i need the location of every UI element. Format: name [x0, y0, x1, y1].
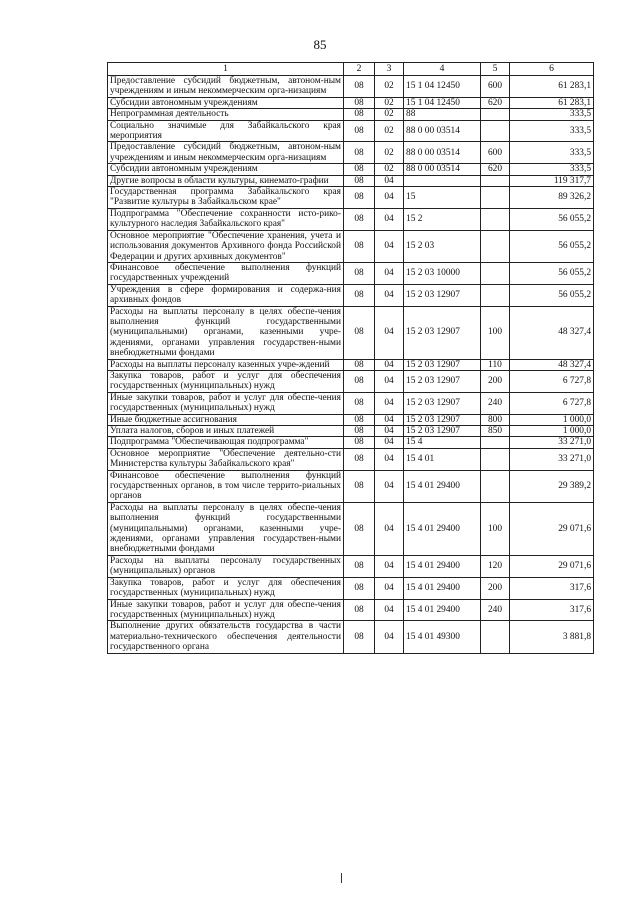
section-cell: 08: [344, 284, 375, 306]
target-article-cell: 15 4 01 49300: [404, 621, 481, 653]
expense-type-cell: 200: [481, 370, 510, 392]
section-cell: 08: [344, 306, 375, 359]
item-name-cell: Расходы на выплаты персоналу в целях обеспе-чения выполнения функций государственными (муниципальными) органами, казенными учре-ждениями, органами управления государствен-ными внебюджетными фондами: [108, 306, 344, 359]
subsection-cell: 04: [375, 555, 404, 577]
subsection-cell: 04: [375, 262, 404, 284]
footer-mark: [341, 873, 342, 883]
section-cell: 08: [344, 392, 375, 414]
amount-cell: 89 326,2: [510, 187, 594, 209]
table-row: [108, 97, 594, 108]
target-article-cell: 15 4 01 29400: [404, 555, 481, 577]
amount-cell: 6 727,8: [510, 370, 594, 392]
amount-cell: 56 055,2: [510, 284, 594, 306]
header-row: [108, 63, 594, 76]
table-row: [108, 284, 594, 306]
target-article-cell: 15 4 01 29400: [404, 599, 481, 621]
amount-cell: 317,6: [510, 599, 594, 621]
item-name-cell: Уплата налогов, сборов и иных платежей: [108, 426, 344, 437]
table-row: [108, 187, 594, 209]
page-number: 85: [313, 37, 327, 52]
expense-type-cell: [481, 262, 510, 284]
amount-cell: 119 317,7: [510, 175, 594, 186]
expense-type-cell: [481, 448, 510, 470]
target-article-cell: 15 2 03 12907: [404, 426, 481, 437]
amount-cell: 333,5: [510, 142, 594, 164]
subsection-cell: 04: [375, 437, 404, 448]
section-cell: 08: [344, 426, 375, 437]
amount-cell: 48 327,4: [510, 306, 594, 359]
amount-cell: 1 000,0: [510, 426, 594, 437]
item-name-cell: Расходы на выплаты персоналу казенных учре-ждений: [108, 359, 344, 370]
item-name-cell: Расходы на выплаты персоналу в целях обеспе-чения выполнения функций государственными (муниципальными) органами, казенными учре-ждениями, органами управления государствен-ными внебюджетными фондами: [108, 502, 344, 555]
item-name-cell: Государственная программа Забайкальского края "Развитие культуры в Забайкальском крае": [108, 187, 344, 209]
expense-type-cell: 600: [481, 142, 510, 164]
item-name-cell: Непрограммная деятельность: [108, 109, 344, 120]
subsection-cell: 04: [375, 470, 404, 502]
item-name-cell: Предоставление субсидий бюджетным, автоном-ным учреждениям и иным некоммерческим орга-низациям: [108, 76, 344, 98]
amount-cell: 56 055,2: [510, 230, 594, 262]
expense-type-cell: [481, 120, 510, 142]
subsection-cell: 04: [375, 448, 404, 470]
target-article-cell: 88: [404, 109, 481, 120]
section-cell: 08: [344, 359, 375, 370]
amount-cell: 29 389,2: [510, 470, 594, 502]
expense-type-cell: 100: [481, 502, 510, 555]
table-row: [108, 392, 594, 414]
expense-type-cell: 240: [481, 599, 510, 621]
item-name-cell: Иные бюджетные ассигнования: [108, 414, 344, 425]
subsection-cell: 02: [375, 109, 404, 120]
section-cell: 08: [344, 230, 375, 262]
target-article-cell: 15 2 03 10000: [404, 262, 481, 284]
expense-type-cell: 600: [481, 76, 510, 98]
section-cell: 08: [344, 577, 375, 599]
amount-cell: 56 055,2: [510, 262, 594, 284]
target-article-cell: 15 4: [404, 437, 481, 448]
amount-cell: 29 071,6: [510, 555, 594, 577]
item-name-cell: Предоставление субсидий бюджетным, автоном-ным учреждениям и иным некоммерческим орга-низациям: [108, 142, 344, 164]
subsection-cell: 02: [375, 120, 404, 142]
table-row: [108, 164, 594, 175]
section-cell: 08: [344, 621, 375, 653]
section-cell: 08: [344, 370, 375, 392]
target-article-cell: 15 2 03 12907: [404, 392, 481, 414]
table-row: [108, 426, 594, 437]
amount-cell: 33 271,0: [510, 448, 594, 470]
table-row: [108, 470, 594, 502]
target-article-cell: [404, 175, 481, 186]
target-article-cell: 15 4 01 29400: [404, 577, 481, 599]
expense-type-cell: 620: [481, 97, 510, 108]
expense-type-cell: 200: [481, 577, 510, 599]
expense-type-cell: 240: [481, 392, 510, 414]
item-name-cell: Учреждения в сфере формирования и содержа-ния архивных фондов: [108, 284, 344, 306]
subsection-cell: 04: [375, 502, 404, 555]
item-name-cell: Финансовое обеспечение выполнения функций государственных органов, в том числе террито-риальных органов: [108, 470, 344, 502]
target-article-cell: 15 4 01 29400: [404, 470, 481, 502]
amount-cell: 3 881,8: [510, 621, 594, 653]
expense-type-cell: [481, 284, 510, 306]
expense-type-cell: 620: [481, 164, 510, 175]
section-cell: 08: [344, 599, 375, 621]
item-name-cell: Социально значимые для Забайкальского края мероприятия: [108, 120, 344, 142]
subsection-cell: 04: [375, 599, 404, 621]
target-article-cell: 15: [404, 187, 481, 209]
expense-type-cell: [481, 470, 510, 502]
section-cell: 08: [344, 120, 375, 142]
table-row: [108, 414, 594, 425]
target-article-cell: 15 2 03 12907: [404, 359, 481, 370]
table-row: [108, 175, 594, 186]
amount-cell: 61 283,1: [510, 76, 594, 98]
subsection-cell: 02: [375, 142, 404, 164]
subsection-cell: 04: [375, 370, 404, 392]
amount-cell: 29 071,6: [510, 502, 594, 555]
table-row: [108, 230, 594, 262]
subsection-cell: 04: [375, 359, 404, 370]
subsection-cell: 04: [375, 306, 404, 359]
target-article-cell: 15 2: [404, 208, 481, 230]
expense-type-cell: 800: [481, 414, 510, 425]
expense-type-cell: 110: [481, 359, 510, 370]
section-cell: 08: [344, 448, 375, 470]
section-cell: 08: [344, 97, 375, 108]
item-name-cell: Подпрограмма "Обеспечивающая подпрограмма": [108, 437, 344, 448]
expense-type-cell: 100: [481, 306, 510, 359]
item-name-cell: Субсидии автономным учреждениям: [108, 97, 344, 108]
target-article-cell: 15 2 03 12907: [404, 414, 481, 425]
expense-type-cell: 850: [481, 426, 510, 437]
amount-cell: 6 727,8: [510, 392, 594, 414]
target-article-cell: 15 1 04 12450: [404, 97, 481, 108]
expense-type-cell: 120: [481, 555, 510, 577]
target-article-cell: 15 2 03 12907: [404, 370, 481, 392]
subsection-cell: 02: [375, 97, 404, 108]
expense-type-cell: [481, 621, 510, 653]
section-cell: 08: [344, 175, 375, 186]
header-cell: 4: [404, 63, 481, 76]
subsection-cell: 04: [375, 187, 404, 209]
item-name-cell: Расходы на выплаты персоналу государственных (муниципальных) органов: [108, 555, 344, 577]
amount-cell: 33 271,0: [510, 437, 594, 448]
target-article-cell: 15 2 03: [404, 230, 481, 262]
section-cell: 08: [344, 437, 375, 448]
table-row: [108, 502, 594, 555]
section-cell: 08: [344, 142, 375, 164]
subsection-cell: 04: [375, 414, 404, 425]
target-article-cell: 15 2 03 12907: [404, 306, 481, 359]
expense-type-cell: [481, 175, 510, 186]
amount-cell: 333,5: [510, 164, 594, 175]
section-cell: 08: [344, 164, 375, 175]
section-cell: 08: [344, 208, 375, 230]
expense-type-cell: [481, 109, 510, 120]
expense-type-cell: [481, 208, 510, 230]
header-cell: 5: [481, 63, 510, 76]
section-cell: 08: [344, 109, 375, 120]
subsection-cell: 02: [375, 76, 404, 98]
item-name-cell: Субсидии автономным учреждениям: [108, 164, 344, 175]
subsection-cell: 04: [375, 230, 404, 262]
table-row: [108, 621, 594, 653]
subsection-cell: 04: [375, 621, 404, 653]
table-row: [108, 142, 594, 164]
amount-cell: 1 000,0: [510, 414, 594, 425]
table-row: [108, 437, 594, 448]
item-name-cell: Основное мероприятие "Обеспечение хранения, учета и использования документов Архивного фонда Российской Федерации и других архивных документов": [108, 230, 344, 262]
amount-cell: 333,5: [510, 109, 594, 120]
section-cell: 08: [344, 555, 375, 577]
item-name-cell: Закупка товаров, работ и услуг для обеспечения государственных (муниципальных) нужд: [108, 577, 344, 599]
target-article-cell: 88 0 00 03514: [404, 120, 481, 142]
amount-cell: 61 283,1: [510, 97, 594, 108]
header-cell: 6: [510, 63, 594, 76]
item-name-cell: Иные закупки товаров, работ и услуг для обеспе-чения государственных (муниципальных) нужд: [108, 392, 344, 414]
section-cell: 08: [344, 262, 375, 284]
section-cell: 08: [344, 470, 375, 502]
section-cell: 08: [344, 502, 375, 555]
subsection-cell: 04: [375, 175, 404, 186]
subsection-cell: 02: [375, 164, 404, 175]
table-row: [108, 306, 594, 359]
budget-table: [107, 62, 594, 654]
expense-type-cell: [481, 187, 510, 209]
subsection-cell: 04: [375, 577, 404, 599]
table-row: [108, 555, 594, 577]
header-cell: 3: [375, 63, 404, 76]
header-cell: 1: [108, 63, 344, 76]
target-article-cell: 15 1 04 12450: [404, 76, 481, 98]
item-name-cell: Подпрограмма "Обеспечение сохранности исто-рико-культурного наследия Забайкальского края": [108, 208, 344, 230]
subsection-cell: 04: [375, 284, 404, 306]
table-row: [108, 448, 594, 470]
amount-cell: 48 327,4: [510, 359, 594, 370]
item-name-cell: Иные закупки товаров, работ и услуг для обеспе-чения государственных (муниципальных) нужд: [108, 599, 344, 621]
item-name-cell: Выполнение других обязательств государства в части материально-технического обеспечения деятельности государственного органа: [108, 621, 344, 653]
table-row: [108, 109, 594, 120]
target-article-cell: 88 0 00 03514: [404, 142, 481, 164]
subsection-cell: 04: [375, 208, 404, 230]
table-row: [108, 120, 594, 142]
header-cell: 2: [344, 63, 375, 76]
item-name-cell: Основное мероприятие "Обеспечение деятельно-сти Министерства культуры Забайкальского края": [108, 448, 344, 470]
target-article-cell: 15 4 01 29400: [404, 502, 481, 555]
expense-type-cell: [481, 230, 510, 262]
table-row: [108, 262, 594, 284]
section-cell: 08: [344, 187, 375, 209]
subsection-cell: 04: [375, 426, 404, 437]
section-cell: 08: [344, 76, 375, 98]
amount-cell: 317,6: [510, 577, 594, 599]
table-row: [108, 359, 594, 370]
subsection-cell: 04: [375, 392, 404, 414]
table-row: [108, 577, 594, 599]
table-row: [108, 370, 594, 392]
amount-cell: 333,5: [510, 120, 594, 142]
item-name-cell: Другие вопросы в области культуры, кинемато-графии: [108, 175, 344, 186]
target-article-cell: 15 2 03 12907: [404, 284, 481, 306]
target-article-cell: 88 0 00 03514: [404, 164, 481, 175]
amount-cell: 56 055,2: [510, 208, 594, 230]
target-article-cell: 15 4 01: [404, 448, 481, 470]
item-name-cell: Закупка товаров, работ и услуг для обеспечения государственных (муниципальных) нужд: [108, 370, 344, 392]
table-row: [108, 208, 594, 230]
section-cell: 08: [344, 414, 375, 425]
expense-type-cell: [481, 437, 510, 448]
item-name-cell: Финансовое обеспечение выполнения функций государственных учреждений: [108, 262, 344, 284]
table-row: [108, 76, 594, 98]
table-row: [108, 599, 594, 621]
